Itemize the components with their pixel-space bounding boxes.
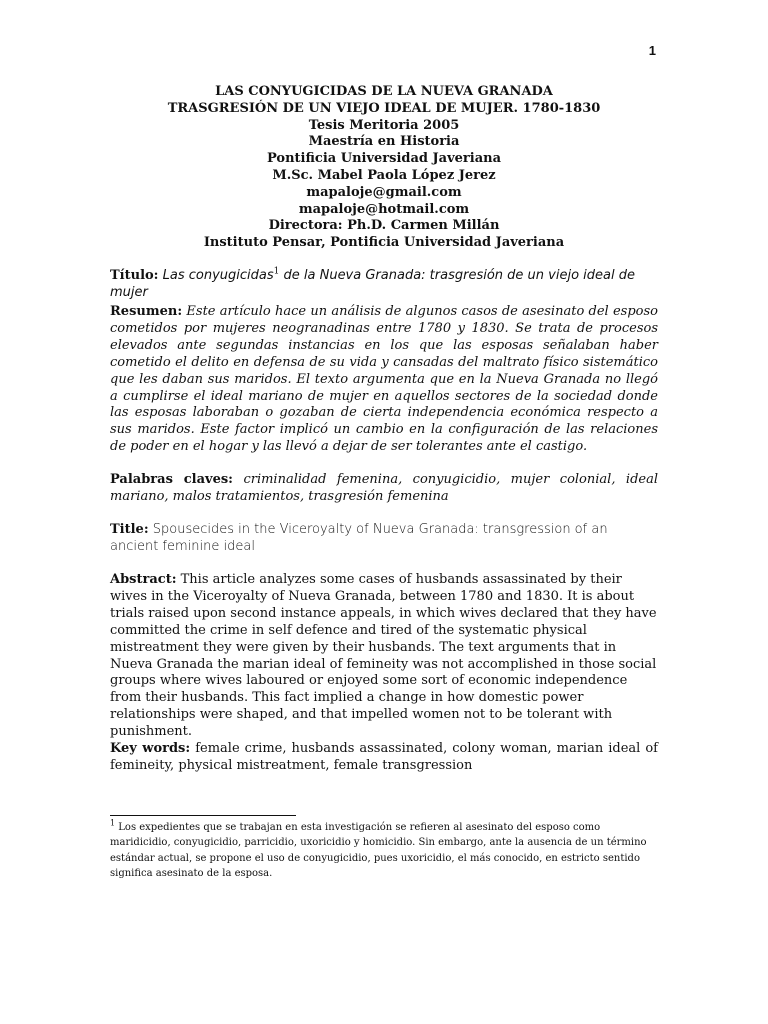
- palabras-label: Palabras claves:: [110, 472, 233, 487]
- title-en-text: Spousecides in the Viceroyalty of Nueva Granada: transgression of an ancient feminine ideal: [110, 522, 608, 554]
- footnote-number: 1: [110, 818, 116, 828]
- resumen-label: Resumen:: [110, 304, 183, 319]
- author: M.Sc. Mabel Paola López Jerez: [272, 167, 496, 183]
- institute: Instituto Pensar, Pontificia Universidad Javeriana: [203, 235, 565, 251]
- titulo-label: Título:: [110, 268, 159, 283]
- footnote-text: Los expedientes que se trabajan en esta investigación se refieren al asesinato del esposo como maridicidio, conyugicidio, parricidio, uxoricidio y homicidio. Sin embargo, ante la ausencia de un término estándar actual, se propone el uso de conyugicidio, pues uxoricidio, el más conocido, en estricto sentido significa asesinato de la esposa.: [110, 822, 647, 880]
- thesis-type: Tesis Meritoria 2005: [308, 117, 460, 133]
- title-en-paragraph: [110, 522, 658, 556]
- keywords-paragraph: [110, 741, 658, 775]
- title-en-label: Title:: [110, 522, 149, 537]
- page-number: 1: [648, 43, 656, 58]
- author-email-gmail: mapaloje@gmail.com: [306, 184, 462, 200]
- titulo-paragraph: [110, 268, 658, 302]
- footnote-ref-superscript: 1: [273, 266, 280, 277]
- resumen-text: Este artículo hace un análisis de algunos casos de asesinato del esposo cometidos por mujeres neogranadinas entre 1780 y 1830. Se trata de procesos elevados ante segundas instancias en los que las esposas señalaban haber cometido el delito en defensa de su vida y cansadas del maltrato físico sistemático que les daban sus maridos. El texto argumenta que en la Nueva Granada no llegó a cumplirse el ideal mariano de mujer en aquellos sectores de la sociedad donde las esposas laboraban o gozaban de cierta independencia económica respecto a sus maridos. Este factor implicó un cambio en la configuración de las relaciones de poder en el hogar y las llevó a dejar de ser tolerantes ante el castigo.: [110, 304, 658, 455]
- resumen-paragraph: [110, 304, 658, 456]
- abstract-label: Abstract:: [110, 572, 177, 587]
- abstract-paragraph: [110, 572, 658, 741]
- keywords-label: Key words:: [110, 741, 191, 756]
- keywords-text: female crime, husbands assassinated, colony woman, marian ideal of femineity, physical mistreatment, female transgression: [110, 741, 658, 773]
- main-title: LAS CONYUGICIDAS DE LA NUEVA GRANADA: [215, 84, 553, 99]
- title-header: [110, 84, 658, 252]
- director: Directora: Ph.D. Carmen Millán: [268, 218, 500, 234]
- abstract-text: This article analyzes some cases of husbands assassinated by their wives in the Viceroyalty of Nueva Granada, between 1780 and 1830. It is about trials raised upon second instance appeals, in which wives declared that they have committed the crime in self defence and tired of the systematic physical mistreatment they were given by their husbands. The text arguments that in Nueva Granada the marian ideal of femineity was not accomplished in those social groups where wives laboured or enjoyed some sort of economic independence from their husbands. This fact implied a change in how domestic power relationships were shaped, and that impelled women not to be tolerant with punishment.: [110, 572, 657, 740]
- palabras-claves-paragraph: [110, 472, 658, 506]
- footnote-separator: [110, 815, 296, 816]
- palabras-text: criminalidad femenina, conyugicidio, mujer colonial, ideal mariano, malos tratamientos, trasgresión femenina: [110, 472, 658, 504]
- titulo-text-b: de la Nueva Granada: trasgresión de un viejo ideal de mujer: [110, 268, 635, 300]
- footnote: [110, 820, 650, 882]
- university: Pontificia Universidad Javeriana: [266, 151, 502, 167]
- titulo-text-a: Las conyugicidas: [162, 268, 274, 283]
- subtitle: TRASGRESIÓN DE UN VIEJO IDEAL DE MUJER. 1780-1830: [167, 100, 601, 116]
- degree: Maestría en Historia: [308, 134, 460, 150]
- author-email-hotmail: mapaloje@hotmail.com: [298, 201, 470, 217]
